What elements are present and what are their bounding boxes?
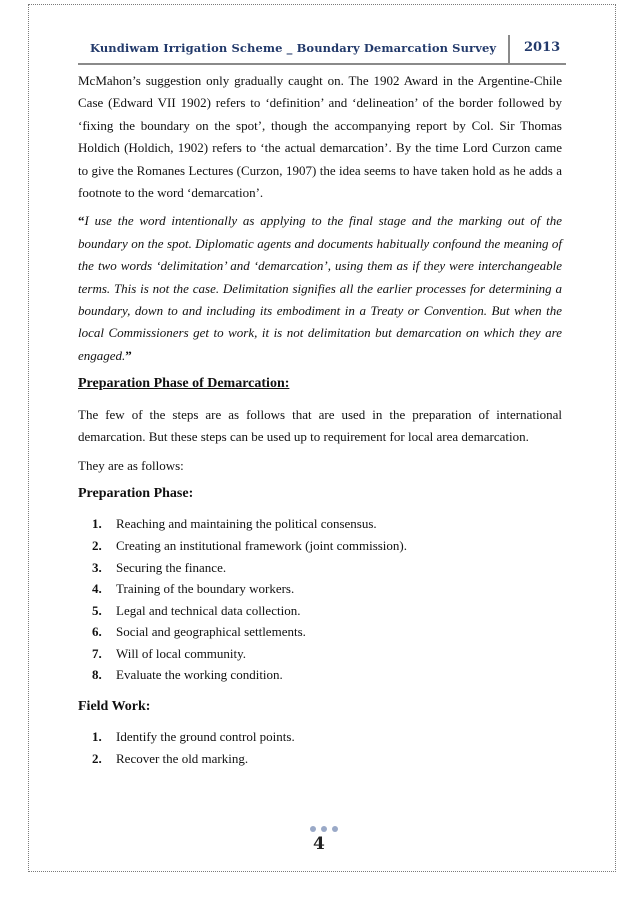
- list-item-text: Evaluate the working condition.: [116, 667, 283, 683]
- list-number: 8.: [92, 667, 102, 683]
- list-number: 2.: [92, 751, 102, 767]
- list-number: 1.: [92, 729, 102, 745]
- section-heading-field-work: Field Work:: [78, 699, 151, 715]
- list-number: 4.: [92, 581, 102, 597]
- list-item-text: Identify the ground control points.: [116, 729, 295, 745]
- list-item: [78, 664, 562, 686]
- list-item: [78, 726, 562, 748]
- list-number: 3.: [92, 559, 102, 575]
- list-item-text: Will of local community.: [116, 645, 247, 661]
- list-item-text: Recover the old marking.: [116, 751, 249, 767]
- preparation-steps-list: [78, 513, 562, 686]
- list-item: [78, 600, 562, 622]
- list-number: 7.: [92, 645, 102, 661]
- list-number: 2.: [92, 537, 102, 553]
- quote-text: I use the word intentionally as applying to the final stage and the marking out of the boundary on the spot. Diplomatic agents and documents habitually confound the meaning of the two words ‘delimitation’ and ‘demarcation’, using them as if they were interchangeable terms. This is not the case. Delimitation signifies all the earlier processes for determining a boundary, down to and including its embodiment in a Treaty or Convention. But when the local Commissioners get to work, it is not delimitation but demarcation on which they are engaged.: [78, 213, 562, 363]
- block-quote: [78, 210, 562, 367]
- list-item: [78, 535, 562, 557]
- body-paragraph: The few of the steps are as follows that are used in the preparation of international demarcation. But these steps can be used up to requirement for local area demarcation.: [78, 406, 562, 445]
- list-item: [78, 578, 562, 600]
- quote-open-mark: “: [78, 213, 85, 229]
- section-heading-preparation-demarcation: Preparation Phase of Demarcation:: [78, 376, 290, 392]
- header-divider: [508, 35, 510, 65]
- section-heading-preparation-phase: Preparation Phase:: [78, 485, 194, 501]
- page-header: [78, 35, 566, 65]
- list-item-text: Legal and technical data collection.: [116, 602, 301, 618]
- list-item-text: Securing the finance.: [116, 559, 227, 575]
- list-number: 1.: [92, 516, 102, 532]
- list-item: [78, 557, 562, 579]
- list-item: [78, 621, 562, 643]
- list-item-text: Reaching and maintaining the political consensus.: [116, 516, 377, 532]
- footer-dot: [321, 826, 327, 832]
- page-content: [78, 70, 562, 780]
- header-year: 2013: [524, 40, 561, 55]
- list-number: 6.: [92, 624, 102, 640]
- header-title: Kundiwam Irrigation Scheme _ Boundary Demarcation Survey: [90, 41, 497, 55]
- body-paragraph: McMahon’s suggestion only gradually caught on. The 1902 Award in the Argentine-Chile Case (Edward VII 1902) refers to ‘definition’ and ‘delineation’ of the border followed by ‘fixing the boundary on the spot’, though the accompanying report by Col. Sir Thomas Holdich (Holdich, 1902) refers to ‘the actual demarcation’. By the time Lord Curzon came to give the Romanes Lectures (Curzon, 1907) the idea seems to have taken hold as he adds a footnote to the word ‘demarcation’.: [78, 73, 562, 201]
- body-paragraph: They are as follows:: [78, 457, 184, 473]
- list-item: [78, 748, 562, 770]
- list-item: [78, 513, 562, 535]
- list-item-text: Creating an institutional framework (joint commission).: [116, 537, 408, 553]
- footer-dot: [310, 826, 316, 832]
- page-number: 4: [313, 834, 325, 854]
- list-item: [78, 643, 562, 665]
- footer-dots-ornament: [308, 826, 348, 834]
- list-item-text: Social and geographical settlements.: [116, 624, 306, 640]
- list-number: 5.: [92, 602, 102, 618]
- field-work-steps-list: [78, 726, 562, 769]
- quote-close-mark: ”: [125, 347, 132, 363]
- footer-dot: [332, 826, 338, 832]
- list-item-text: Training of the boundary workers.: [116, 581, 295, 597]
